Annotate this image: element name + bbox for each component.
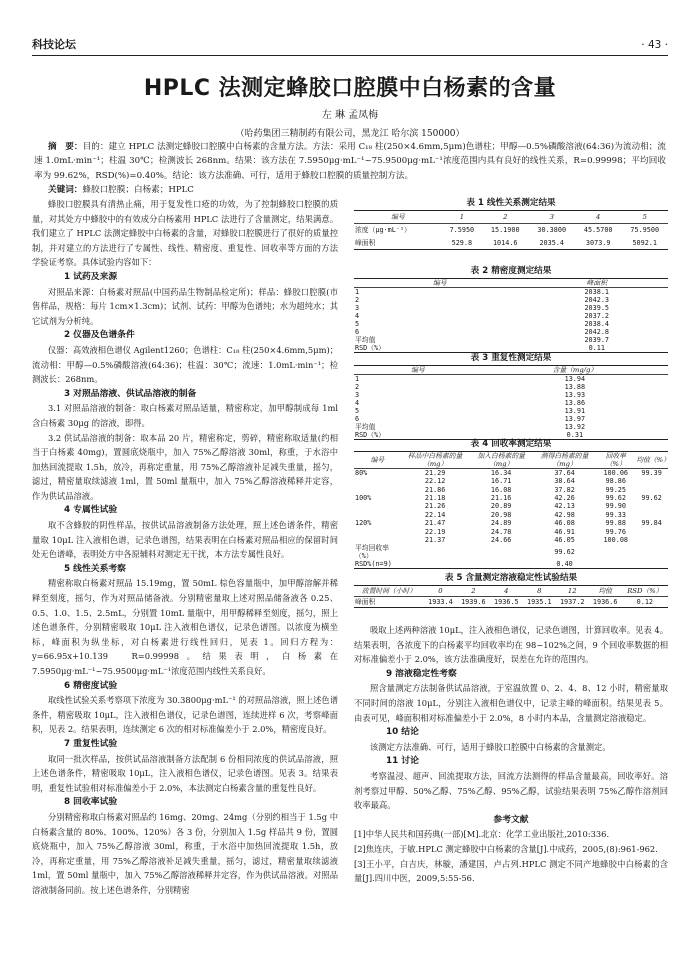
table-cell: 45.5700	[583, 226, 613, 235]
column-header: 加入白杨素的量（mg）	[469, 452, 532, 469]
column-header: 回收率（%）	[596, 452, 635, 469]
table-cell: 1936.6	[592, 598, 618, 606]
abstract	[34, 140, 666, 183]
section-heading: 6 精密度试验	[64, 680, 118, 691]
references-heading: 参考文献	[493, 814, 529, 825]
body-paragraph: 取不含蜂胶的阴性样品，按供试品溶液制备方法处理，照上述色谱条件，精密量取 10μL 注入液相色谱，记录色谱图，结果表明在白杨素对照品相应的保留时间处无色谱峰，表明处方中各原辅料对测定无干扰，本方法专属性良好。	[32, 520, 338, 560]
body-paragraph: 照含量测定方法制备供试品溶液，于室温放置 0、2、4、8、12 小时，精密量取不同时间的溶液 10μL，分别注入液相色谱仪中，记录主峰的峰面积。结果见表 5。由表可见，峰面积相对标准偏差小于 2.0%，8 小时内本品，含量测定溶液稳定。	[354, 683, 668, 723]
table-cell: 2038.1	[584, 288, 610, 296]
table-cell: 22.19	[424, 527, 446, 536]
left-column	[32, 197, 338, 898]
body-paragraph: 考察温浸、超声、回流提取方法，回流方法测得的样品含量最高，回收率好。溶剂考察过甲醇、50%乙醇、75%乙醇、95%乙醇，试验结果表明 75%乙醇作溶剂回收率最高。	[354, 770, 668, 811]
section-heading: 5 线性关系考察	[64, 563, 126, 574]
body-paragraph: 对照品来源：白杨素对照品(中国药品生物制品检定所)；样品：蜂胶口腔膜(市售样品，规格：每片 1cm×1.3cm)；试剂、试药：甲醇为色谱纯；水为超纯水；其它试剂为分析纯。	[32, 286, 338, 326]
table-cell: 99.25	[605, 485, 626, 494]
authors: 左 琳 孟凤梅	[321, 110, 379, 121]
table-cell: 0.40	[556, 560, 573, 569]
column-header: 编号	[354, 366, 482, 375]
reference-item: [1]中华人民共和国药典(一部)[M].北京：化学工业出版社,2010:336.	[354, 829, 610, 840]
table-row	[354, 415, 668, 423]
table-row	[354, 391, 668, 399]
table-cell: 24.78	[490, 527, 512, 536]
table-cell: 7.5950	[449, 226, 475, 235]
table-cell: 1	[355, 288, 360, 296]
right-column	[354, 623, 668, 886]
table-cell: 22.14	[424, 510, 446, 519]
table-cell: 20.98	[490, 510, 512, 519]
data-table	[354, 451, 668, 569]
column-header: 5	[621, 211, 668, 224]
table-cell: 99.39	[641, 469, 662, 477]
table-row	[354, 407, 668, 415]
body-paragraph: 精密称取白杨素对照品 15.19mg，置 50mL 棕色容量瓶中，加甲醇溶解并稀释至刻度，摇匀，作为对照品储备液。分别精密量取上述对照品储备液各 0.25、0.5、1.0、1.5、2.5mL，分别置 10mL 量瓶中，用甲醇稀释至刻度，摇匀，照上述色谱条件，分别精密吸取 10μL 注入液相色谱仪，记录色谱图。以浓度为横坐标，峰面积为纵坐标，对白杨素进行线性回归，见表 1。回归方程为：y=66.95x+10.139 R=0.99998。结果表明，白杨素在 7.5950μg·mL⁻¹~75.9500μg·mL⁻¹浓度范围内线性关系良好。	[32, 578, 338, 676]
keywords-label: 关键词：	[48, 185, 83, 195]
table-cell	[635, 502, 668, 510]
table-cell: 37.64	[554, 469, 575, 477]
table-row	[354, 423, 668, 431]
table-row	[354, 375, 668, 384]
table-cell: 13.93	[564, 391, 586, 399]
table-cell: 99.62	[554, 548, 575, 557]
table-cell: 0.12	[636, 598, 654, 606]
column-header: 1	[442, 211, 482, 224]
table-cell: 46.08	[554, 519, 575, 528]
table-cell: 16.71	[490, 477, 512, 486]
table-row	[354, 544, 668, 560]
column-header: 4	[490, 586, 523, 597]
table-row	[354, 304, 668, 312]
section-heading: 1 试药及来源	[64, 271, 118, 282]
table-cell	[401, 544, 470, 560]
table-cell: 21.29	[424, 469, 446, 477]
table-cell	[635, 485, 668, 493]
table-row	[354, 237, 668, 250]
table-row	[354, 511, 668, 519]
table-cell: 平均回收率（%）	[355, 544, 389, 561]
table-cell: 42.13	[554, 502, 575, 511]
table-cell	[469, 544, 532, 560]
table-cell: 平均值	[355, 336, 376, 344]
table-cell: 38.64	[554, 477, 575, 486]
table-cell: 13.88	[564, 383, 586, 391]
section-heading: 3 对照品溶液、供试品溶液的制备	[64, 388, 197, 399]
table-cell: 峰面积	[355, 598, 376, 606]
table-cell: 2042.3	[584, 296, 610, 304]
table-cell: 99.84	[641, 519, 662, 528]
page-number: · 43 ·	[641, 39, 668, 51]
table-cell	[354, 511, 401, 519]
table-cell: 21.16	[490, 493, 512, 502]
table-cell	[596, 560, 635, 569]
table-row	[354, 477, 668, 485]
table-cell: 4	[355, 312, 360, 320]
column-header: 含量（mg/g）	[482, 366, 668, 375]
keywords	[48, 183, 194, 198]
column-header: 均值（%）	[635, 452, 668, 469]
reference-item: [2]焦连庆，于敏.HPLC 测定蜂胶中白杨素的含量[J].中成药，2005,(8):961-962.	[354, 843, 658, 854]
table-cell: 21.37	[424, 535, 446, 544]
table-cell	[635, 527, 668, 535]
table-cell: 22.12	[424, 477, 446, 486]
section-heading: 4 专属性试验	[64, 505, 118, 516]
table-2	[354, 265, 668, 353]
table-row	[354, 224, 668, 237]
table-cell: 6	[355, 328, 360, 336]
table-cell: 16.34	[490, 469, 512, 477]
affiliation: （哈药集团三精制药有限公司，黑龙江 哈尔滨 150000）	[235, 129, 465, 139]
table-cell: 2	[355, 383, 360, 391]
table-cell	[596, 544, 635, 560]
section-heading: 11 讨论	[386, 756, 419, 767]
table-cell: 2039.7	[584, 336, 610, 344]
table-cell: 13.91	[564, 407, 586, 415]
table-caption: 表 4 回收率测定结果	[470, 439, 552, 449]
table-cell	[635, 536, 668, 544]
table-cell: 0.31	[566, 431, 584, 439]
column-header: 编号	[354, 279, 526, 288]
body-paragraph: 蜂胶口腔膜具有清热止痛，用于复发性口疮的功效，为了控制蜂胶口腔膜的质量，对其处方中蜂胶中的有效成分白杨素用 HPLC 法进行了含量测定，结果满意。我们建立了 HPLC 法测定蜂胶中白杨素的含量，对蜂胶口腔膜进行了很好的质量控制，并对建立的方法进行了专属性、线性、精密度、重复性、回收率等方面的方法学验证考察。具体试验内容如下：	[32, 199, 338, 268]
table-cell: 99.76	[605, 527, 626, 536]
column-header: 3	[528, 211, 574, 224]
column-header: 编号	[354, 452, 401, 469]
table-cell: 120%	[355, 519, 372, 528]
column-header: 2	[457, 586, 490, 597]
table-cell	[354, 502, 401, 510]
table-cell: 24.89	[490, 519, 512, 528]
table-cell	[354, 485, 401, 493]
table-cell	[635, 477, 668, 485]
data-table	[354, 365, 668, 440]
table-cell: 24.66	[490, 535, 512, 544]
table-row	[354, 494, 668, 502]
table-5	[354, 572, 668, 608]
table-cell: 0.11	[588, 344, 605, 352]
table-cell: 浓度（μg·mL⁻¹）	[355, 226, 411, 235]
table-cell: 46.05	[554, 535, 575, 544]
table-cell: 100%	[355, 493, 372, 502]
table-cell: 20.89	[490, 502, 512, 511]
table-cell: 3	[355, 304, 360, 312]
table-cell: 1939.6	[461, 598, 486, 606]
table-cell	[354, 527, 401, 535]
table-cell: 峰面积	[355, 238, 376, 247]
table-cell: 30.3800	[537, 226, 567, 235]
table-cell: 1	[355, 375, 360, 383]
table-cell: 2035.4	[539, 238, 564, 247]
body-paragraph: 取同一批次样品，按供试品溶液制备方法配制 6 份相同浓度的供试品溶液，照上述色谱条件，精密吸取 10μL，注入液相色谱仪，记录色谱图。见表 3。结果表明，重复性试验相对标准偏差小于 2.0%，本法测定白杨素含量的重复性良好。	[32, 753, 338, 793]
table-1	[354, 197, 668, 250]
table-cell: 2037.2	[584, 312, 610, 320]
section-heading: 10 结论	[386, 727, 419, 738]
body-paragraph: 分别精密称取白杨素对照品约 16mg、20mg、24mg（分别约相当于 1.5g 中白杨素含量的 80%、100%、120%）各 3 份，分别加入 1.5g 样品共 9 份，置圆底烧瓶中，加入 75%乙醇溶液 30ml，称重，于水浴中加热回流提取 1.5h，放冷，再称定重量，用 75%乙醇溶液补足减失重量，摇匀，滤过，精密量取续滤液 1ml，置 50ml 量瓶中，加入 75%乙醇溶液稀释并定容，作为供试品溶液。对照品溶液制备同前。按上述色谱条件，分别精密	[32, 811, 338, 895]
keywords-text: 蜂胶口腔膜；白杨素；HPLC	[82, 185, 194, 195]
table-cell: 529.8	[451, 238, 473, 247]
table-cell: 6	[355, 415, 360, 423]
table-row	[354, 485, 668, 493]
column-header: 0	[424, 586, 457, 597]
abstract-label: 摘 要：	[48, 142, 83, 152]
table-cell: 1935.1	[527, 598, 552, 606]
table-cell: 5	[355, 320, 360, 328]
table-cell: 99.62	[641, 493, 662, 502]
table-cell: 5092.1	[632, 238, 657, 247]
table-cell: RSD（%）	[355, 344, 385, 352]
table-row	[354, 502, 668, 510]
table-cell: 2039.5	[584, 304, 610, 312]
table-cell: 13.86	[564, 399, 586, 407]
table-4	[354, 438, 668, 569]
table-row	[354, 336, 668, 344]
article-title: HPLC 法测定蜂胶口腔膜中白杨素的含量	[143, 76, 557, 101]
table-cell: 99.88	[605, 519, 626, 528]
table-cell: 15.1900	[490, 226, 520, 235]
table-cell: 21.18	[424, 493, 446, 502]
column-header: 12	[556, 586, 589, 597]
section-heading: 9 溶液稳定性考察	[386, 668, 457, 679]
table-cell: 1014.6	[492, 238, 518, 247]
table-cell: 2038.4	[584, 320, 610, 328]
table-row	[354, 399, 668, 407]
table-cell: 46.91	[554, 527, 575, 536]
body-paragraph: 取线性试验关系考察项下浓度为 30.3800μg·mL⁻¹ 的对照品溶液，照上述色谱条件，精密吸取 10μL，注入液相色谱仪，记录色谱图，连续进样 6 次，考察峰面积，见表 2。结果表明，连续测定 6 次的相对标准偏差小于 2.0%，精密度良好。	[32, 695, 338, 735]
table-cell: 2042.8	[584, 328, 610, 336]
table-row	[354, 527, 668, 535]
table-cell: 4	[355, 399, 360, 407]
column-header: 4	[575, 211, 621, 224]
table-cell: 3	[355, 391, 360, 399]
running-header	[32, 34, 668, 56]
table-cell: 100.06	[603, 469, 629, 477]
body-paragraph: 仪器：高效液相色谱仪 Agilent1260；色谱柱：C₁₈ 柱(250×4.6mm,5μm)；流动相：甲醇—0.5%磷酸溶液(64:36)；柱温：30℃；流速：1.0mL·min⁻¹；检测波长：268nm。	[32, 344, 339, 385]
table-cell: 13.94	[564, 375, 586, 383]
table-cell: RSD%(n=9)	[355, 560, 392, 569]
body-paragraph: 3.1 对照品溶液的制备：取白杨素对照品适量，精密称定，加甲醇制成每 1ml 含白杨素 30μg 的溶液，即得。	[32, 403, 338, 428]
table-cell: 99.33	[605, 510, 626, 519]
table-cell	[354, 477, 401, 485]
section-heading: 2 仪器及色谱条件	[64, 330, 135, 341]
table-cell: 75.9500	[630, 226, 660, 235]
table-cell: 1936.5	[494, 598, 519, 606]
table-cell	[401, 560, 470, 569]
table-caption: 表 2 精密度测定结果	[470, 266, 552, 276]
column-header: 峰面积	[526, 279, 669, 288]
body-paragraph: 吸取上述两种溶液 10μL，注入液相色谱仪，记录色谱图，计算回收率。见表 4。结果表明，各浓度下的白杨素平均回收率均在 98~102%之间，9 个回收率数据的相对标准偏差小于 2.0%，该方法准确度好，误差在允许的范围内。	[354, 625, 668, 665]
body-paragraph: 3.2 供试品溶液的制备：取本品 20 片，精密称定，剪碎，精密称取适量(约相当于白杨素 40mg)，置圆底烧瓶中，加入 75%乙醇溶液 30ml，称重，于水浴中加热回流提取 1.5h，放冷，再称定重量，用 75%乙醇溶液补足减失重量，摇匀，滤过，精密量取续滤液 1ml，置 50ml 量瓶中，加入 75%乙醇溶液稀释并定容，作为供试品溶液。	[32, 432, 338, 501]
column-header: 放置时间（小时）	[354, 586, 424, 597]
data-table	[354, 278, 668, 353]
table-cell: 37.82	[554, 485, 575, 494]
table-cell: 2	[355, 296, 360, 304]
table-cell: 42.98	[554, 510, 575, 519]
table-caption: 表 1 线性关系测定结果	[466, 198, 556, 208]
table-cell	[635, 560, 668, 569]
table-row	[354, 296, 668, 304]
column-header: 编号	[354, 211, 442, 224]
table-row	[354, 312, 668, 320]
data-table	[354, 210, 668, 250]
column-header: 8	[523, 586, 556, 597]
table-cell: 98.86	[605, 477, 626, 486]
table-cell: 80%	[355, 469, 368, 477]
table-cell: RSD（%）	[355, 431, 385, 439]
table-row	[354, 536, 668, 544]
section-heading: 8 回收率试验	[64, 797, 118, 808]
table-row	[354, 320, 668, 328]
table-row	[354, 383, 668, 391]
body-paragraph: 该测定方法准确、可行，适用于蜂胶口腔膜中白杨素的含量测定。	[370, 741, 611, 752]
table-cell: 平均值	[355, 423, 376, 431]
table-cell: 100.08	[603, 535, 629, 544]
column-header: 均值	[589, 586, 622, 597]
reference-item: [3]王小平，白吉庆，林璇，潘建国，卢占列.HPLC 测定不同产地蜂胶中白杨素的含量[J].四川中医，2009,5:55-56.	[354, 858, 668, 884]
journal-section: 科技论坛	[32, 38, 76, 51]
section-heading: 7 重复性试验	[64, 738, 118, 749]
table-cell: 13.92	[564, 423, 586, 431]
table-row	[354, 288, 668, 297]
abstract-text: 目的：建立 HPLC 法测定蜂胶口腔膜中白杨素的含量方法。方法：采用 C₁₈ 柱(250×4.6mm,5μm)色谱柱；甲醇—0.5%磷酸溶液(64:36)为流动相；流速 1.0mL·min⁻¹；柱温 30℃；检测波长 268nm。结果：该方法在 7.5950μg·mL⁻¹~75.9500μg·mL⁻¹浓度范围内具有良好的线性关系，R=0.99998；平均回收率为 99.62%，RSD(%)=0.40%。结论：该方法准确、可行，适用于蜂胶口腔膜的质量控制方法。	[34, 142, 666, 181]
table-cell: 21.47	[424, 519, 446, 528]
column-header: RSD（%）	[622, 586, 668, 597]
table-cell: 21.86	[424, 485, 446, 494]
table-cell	[635, 511, 668, 519]
table-row	[354, 328, 668, 336]
table-row	[354, 560, 668, 569]
table-cell: 1933.4	[428, 598, 453, 606]
table-cell	[469, 560, 532, 569]
table-row	[354, 519, 668, 527]
table-cell	[354, 536, 401, 544]
table-row	[354, 469, 668, 478]
column-header: 2	[482, 211, 528, 224]
column-header: 样品中白杨素的量（mg）	[401, 452, 470, 469]
table-cell: 21.26	[424, 502, 446, 511]
table-cell: 13.97	[564, 415, 586, 423]
table-caption: 表 5 含量测定溶液稳定性试验结果	[444, 573, 578, 583]
table-cell: 3073.9	[585, 238, 611, 247]
data-table	[354, 585, 668, 608]
column-header: 测得白杨素的量（mg）	[533, 452, 596, 469]
table-cell: 16.08	[490, 485, 512, 494]
table-cell: 99.62	[605, 493, 626, 502]
table-3	[354, 352, 668, 440]
table-caption: 表 3 重复性测定结果	[470, 353, 552, 363]
table-row	[354, 597, 668, 608]
table-cell: 99.90	[605, 502, 626, 511]
table-cell: 42.26	[554, 493, 575, 502]
table-cell	[635, 544, 668, 560]
table-cell: 1937.2	[559, 598, 585, 606]
table-cell: 5	[355, 407, 360, 415]
